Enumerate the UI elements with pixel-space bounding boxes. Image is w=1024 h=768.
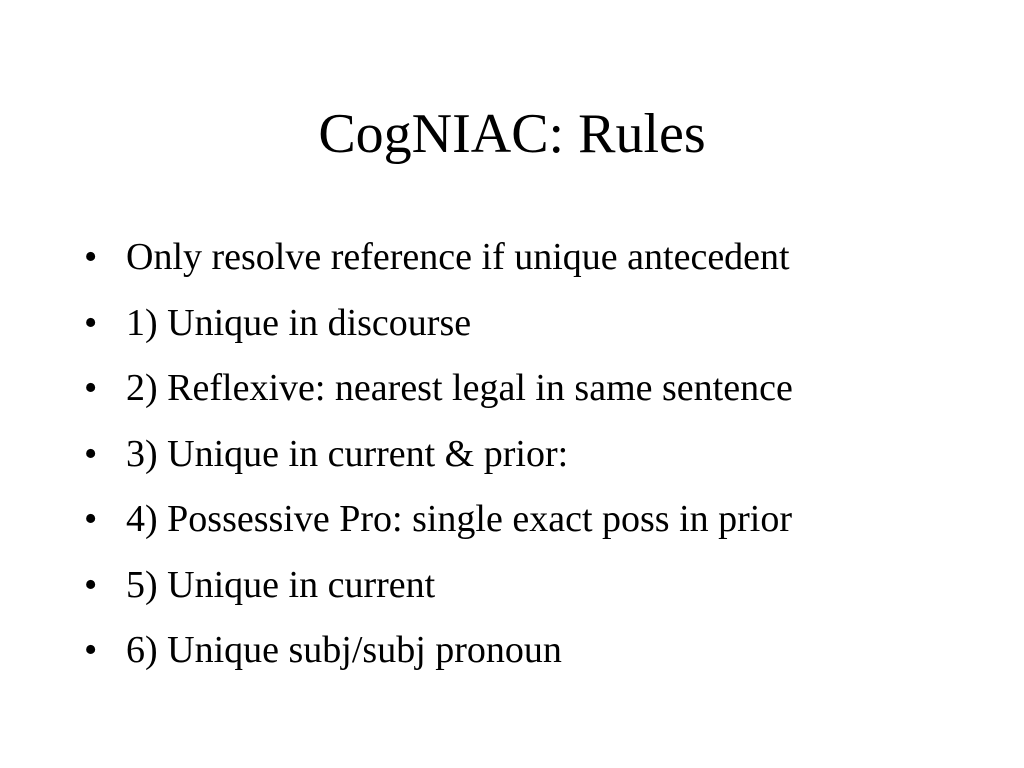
bullet-dot-icon: •: [84, 367, 98, 409]
bullet-dot-icon: •: [84, 432, 98, 475]
slide-title: CogNIAC: Rules: [318, 103, 706, 165]
bullet-text: 4) Possessive Pro: single exact poss in prior: [126, 498, 793, 540]
bullet-item: [84, 554, 1004, 620]
bullet-text: 5) Unique in current: [126, 563, 436, 606]
bullet-list: [84, 226, 1004, 685]
bullet-dot-icon: •: [84, 563, 98, 606]
bullet-dot-icon: •: [84, 629, 98, 671]
bullet-item: [84, 357, 1004, 423]
bullet-text: 6) Unique subj/subj pronoun: [126, 629, 562, 671]
bullet-dot-icon: •: [84, 236, 98, 278]
bullet-item: [84, 226, 1004, 292]
bullet-text: 3) Unique in current & prior:: [126, 432, 569, 475]
bullet-item: [84, 619, 1004, 685]
bullet-dot-icon: •: [84, 301, 98, 344]
bullet-item: [84, 488, 1004, 554]
bullet-item: [84, 423, 1004, 489]
bullet-text: 1) Unique in discourse: [126, 301, 472, 344]
bullet-item: [84, 292, 1004, 358]
bullet-text: Only resolve reference if unique antecedent: [126, 236, 790, 278]
bullet-dot-icon: •: [84, 498, 98, 540]
bullet-text: 2) Reflexive: nearest legal in same sentence: [126, 367, 793, 409]
